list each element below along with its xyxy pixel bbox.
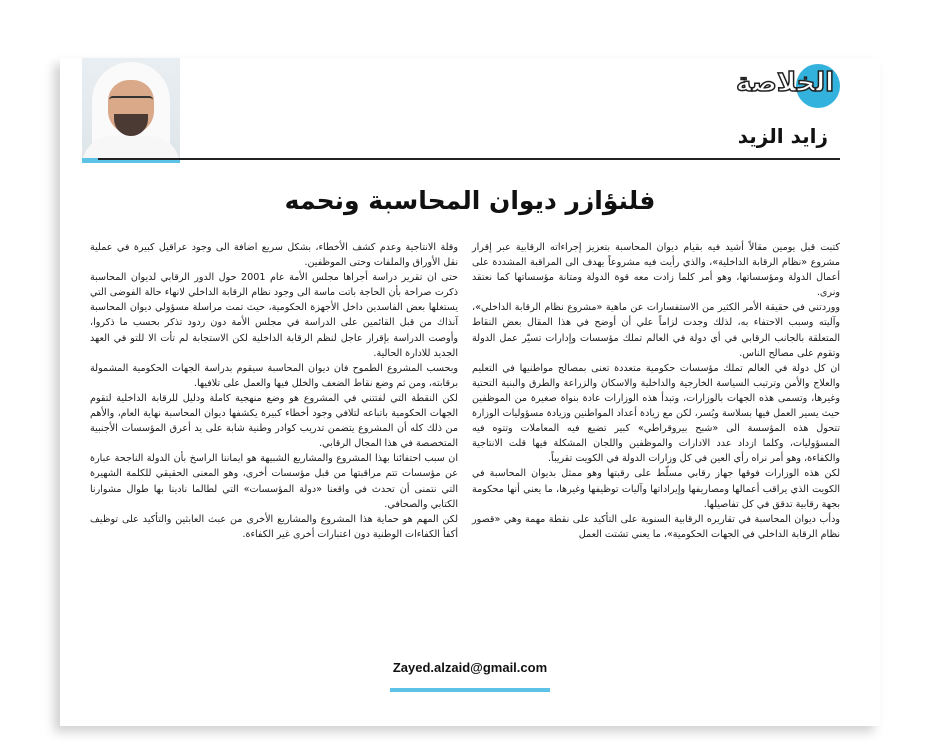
email-accent-bar bbox=[390, 688, 550, 692]
paragraph: ان كل دولة في العالم تملك مؤسسات حكومية متعددة تعنى بمصالح مواطنيها في التعليم والعلاج والأمن وترتيب السياسة الخارجية والداخلية والاسكان والزراعة والطرق والبنية التحتية وغيرها، وتسمى هذه الجهات بالوزارات، وتبدأ هذه الوزارات عادة بنواة صغيرة من الموظفين حيث يسير العمل فيها بسلاسة ويُسر، لكن مع زيادة أعداد المواطنين وزيادة مسؤوليات الوزارة تتحول هذه المؤسسة الى «شبح بيروقراطي» كبير تضيع فيه المعاملات وتتوه فيه المسؤوليات، وكلما ازداد عدد الادارات والموظفين واللجان المشكلة فيها قلت الانتاجية والكفاءة، وهو أمر نراه رأي العين في كل وزارات الدولة في الكويت تقريباً. bbox=[472, 362, 840, 465]
paragraph: كتبت قبل يومين مقالاً أشيد فيه بقيام ديوان المحاسبة بتعزيز إجراءاته الرقابية عبر إقرار مشروع «نظام الرقابة الداخلية»، والذي رأيت فيه مشروعاً يهدف الى المراقبة المشددة على أعمال الدولة ومؤسساتها، وهو أمر كلما زادت معه قوة الدولة ومتانة مؤسساتها كما نعتقد ونرى. bbox=[472, 242, 840, 299]
article-headline: فلنؤازر ديوان المحاسبة ونحمه bbox=[284, 186, 656, 215]
logo-text: الخلاصة bbox=[735, 68, 834, 98]
paragraph: حتى ان تقرير دراسة أجراها مجلس الأمة عام 2001 حول الدور الرقابي لديوان المحاسبة ذكرت صراحة بأن الحاجة باتت ماسة الى وجود نظام الرقابة الداخلي لانهاء حالة الفوضى التي يستغلها بعض الفاسدين داخل الأجهزة الحكومية، حيث تمت مراسلة مسؤولي ديوان المحاسبة آنذاك من قبل القائمين على الدراسة في مجلس الأمة دون ردود تذكر بحسب ما ذكروا، وأوصت الدراسة بإقرار عاجل لنظم الرقابة الداخلية لكن الاستجابة لم تأت الا للتو في العهد الجديد للادارة الحالية. bbox=[90, 272, 458, 359]
column-logo bbox=[710, 64, 840, 108]
paragraph: لكن النقطة التي لفتتني في المشروع هو وضع منهجية كاملة ودليل للرقابة الداخلية لتقوم الجهات الحكومية باتباعه لتلافي وجود أخطاء كبيرة يكشفها ديوان المحاسبة نهاية العام، والأهم من ذلك كله أن المشروع يتضمن تدريب كوادر وطنية شابة على يد أعرق المؤسسات الأجنبية المتخصصة في هذا المجال الرقابي. bbox=[90, 392, 458, 450]
author-name: زايد الزيد bbox=[737, 124, 828, 148]
article-column-left bbox=[90, 240, 458, 542]
paragraph: وبحسب المشروع الطموح فان ديوان المحاسبة سيقوم بدراسة الجهات الحكومية المشمولة برقابته، ومن ثم وضع نقاط الضعف والخلل فيها والعمل على تلافيها. bbox=[90, 362, 458, 389]
author-photo bbox=[82, 58, 180, 158]
header-divider bbox=[98, 158, 840, 160]
author-email[interactable]: Zayed.alzaid@gmail.com bbox=[392, 660, 548, 675]
article-column-right bbox=[472, 240, 840, 542]
paragraph: لكن المهم هو حماية هذا المشروع والمشاريع الأخرى من عبث العابثين والتأكيد على توظيف أكفأ الكفاءات الوطنية دون اعتبارات أخرى غير الكفاءة. bbox=[90, 513, 458, 540]
paragraph: ان سبب احتفائنا بهذا المشروع والمشاريع الشبيهة هو ايماننا الراسخ بأن الدولة الناجحة عبارة عن مؤسسات تتم مراقبتها من قبل مؤسسات أخرى، وهو المعنى الحقيقي للكلمة الشهيرة التي نتمنى أن تحدث في واقعنا «دولة المؤسسات» التي لطالما نادينا بها طوال مشوارنا الكتابي والصحافي. bbox=[90, 453, 458, 510]
paragraph: لكن هذه الوزارات فوقها جهاز رقابي مسلّط على رقبتها وهو ممثل بديوان المحاسبة في الكويت الذي يراقب أعمالها ومصاريفها وإيراداتها وآليات توظيفها وغيرها، ما يعني أنها محكومة بجهة رقابية تدقق في كل تفاصيلها. bbox=[472, 468, 840, 510]
article-page bbox=[60, 58, 880, 726]
paragraph: ودأب ديوان المحاسبة في تقاريره الرقابية السنوية على التأكيد على نقطة مهمة وهي «قصور نظام الرقابة الداخلي في الجهات الحكومية»، ما يعني تشتت العمل bbox=[472, 513, 840, 540]
paragraph: ووردتني في حقيقة الأمر الكثير من الاستفسارات عن ماهية «مشروع نظام الرقابة الداخلي»، وآليته وسبب الاحتفاء به، لذلك وجدت لزاماً علي أن أوضح في هذا المقال بعض النقاط المتعلقة بالجانب الرقابي في أي دولة في العالم تملك مؤسسات وإدارات تسيّر عمل الدولة وتقوم على مصالح الناس. bbox=[472, 302, 840, 359]
paragraph: وقلة الانتاجية وعدم كشف الأخطاء، بشكل سريع اضافة الى وجود عراقيل كبيرة في عملية نقل الأوراق والملفات وحتى الموظفين. bbox=[90, 242, 458, 269]
